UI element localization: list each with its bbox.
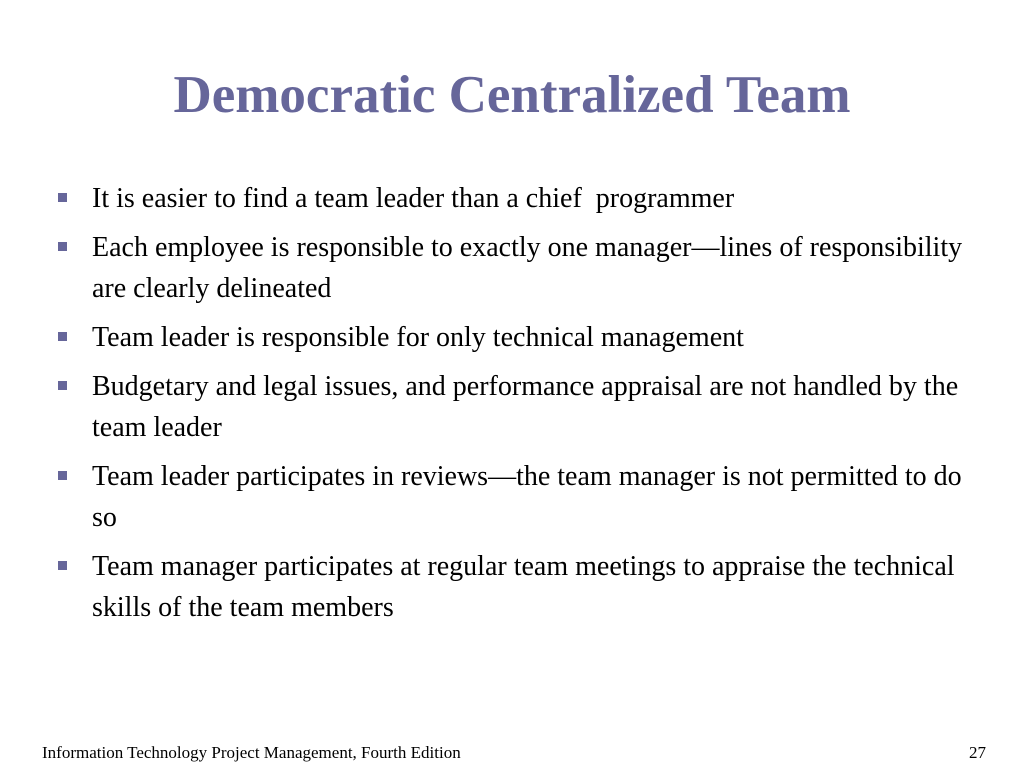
bullet-item <box>56 178 976 219</box>
bullet-text: Each employee is responsible to exactly one manager—lines of responsibility are clearly delineated <box>92 232 963 304</box>
bullet-text: Team leader participates in reviews—the team manager is not permitted to do so <box>92 461 962 533</box>
bullet-item <box>56 546 976 628</box>
bullet-text: Team manager participates at regular team meetings to appraise the technical skills of the team members <box>92 551 955 623</box>
bullet-text: Team leader is responsible for only technical management <box>92 322 744 353</box>
square-bullet-icon <box>58 332 67 341</box>
square-bullet-icon <box>58 193 67 202</box>
bullet-item <box>56 366 976 448</box>
bullet-item <box>56 317 976 358</box>
square-bullet-icon <box>58 242 67 251</box>
bullet-item <box>56 227 976 309</box>
square-bullet-icon <box>58 381 67 390</box>
footer-text: Information Technology Project Management, Fourth Edition <box>42 743 461 762</box>
slide-title: Democratic Centralized Team <box>173 66 851 124</box>
bullet-list <box>56 178 976 636</box>
page-number: 27 <box>969 743 986 762</box>
square-bullet-icon <box>58 471 67 480</box>
bullet-text: It is easier to find a team leader than a chief programmer <box>92 183 735 214</box>
square-bullet-icon <box>58 561 67 570</box>
bullet-text: Budgetary and legal issues, and performance appraisal are not handled by the team leader <box>92 371 959 443</box>
bullet-item <box>56 456 976 538</box>
